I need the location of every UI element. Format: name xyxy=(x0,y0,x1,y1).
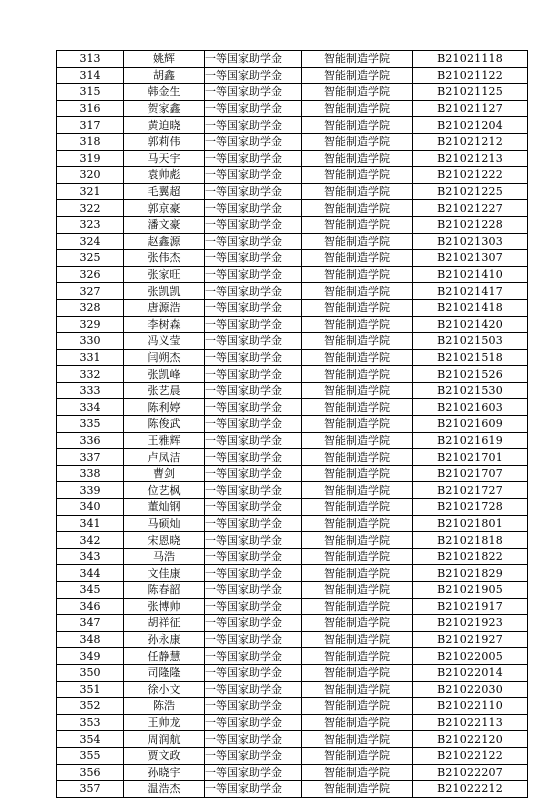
table-row xyxy=(57,781,528,798)
college-cell: 智能制造学院 xyxy=(302,133,413,150)
table-row xyxy=(57,664,528,681)
college-cell: 智能制造学院 xyxy=(302,84,413,101)
student-id-cell: B21022212 xyxy=(413,781,528,798)
college-cell: 智能制造学院 xyxy=(302,100,413,117)
row-number-cell: 332 xyxy=(57,366,124,383)
table-row xyxy=(57,731,528,748)
student-name-cell: 潘文豪 xyxy=(124,216,205,233)
row-number-cell: 320 xyxy=(57,167,124,184)
student-id-cell: B21022120 xyxy=(413,731,528,748)
college-cell: 智能制造学院 xyxy=(302,266,413,283)
student-name-cell: 唐源浩 xyxy=(124,299,205,316)
award-type-cell: 一等国家助学金 xyxy=(205,698,302,715)
award-type-cell: 一等国家助学金 xyxy=(205,432,302,449)
student-name-cell: 任静慧 xyxy=(124,648,205,665)
student-id-cell: B21021801 xyxy=(413,515,528,532)
student-id-cell: B21021917 xyxy=(413,598,528,615)
award-type-cell: 一等国家助学金 xyxy=(205,200,302,217)
student-name-cell: 陈浩 xyxy=(124,698,205,715)
college-cell: 智能制造学院 xyxy=(302,283,413,300)
row-number-cell: 357 xyxy=(57,781,124,798)
row-number-cell: 324 xyxy=(57,233,124,250)
college-cell: 智能制造学院 xyxy=(302,67,413,84)
student-name-cell: 韩金生 xyxy=(124,84,205,101)
college-cell: 智能制造学院 xyxy=(302,333,413,350)
student-name-cell: 郭莉伟 xyxy=(124,133,205,150)
student-id-cell: B21021228 xyxy=(413,216,528,233)
student-name-cell: 王雅辉 xyxy=(124,432,205,449)
table-row xyxy=(57,631,528,648)
award-type-cell: 一等国家助学金 xyxy=(205,183,302,200)
college-cell: 智能制造学院 xyxy=(302,747,413,764)
student-name-cell: 张博帅 xyxy=(124,598,205,615)
table-row xyxy=(57,714,528,731)
award-type-cell: 一等国家助学金 xyxy=(205,399,302,416)
table-row xyxy=(57,349,528,366)
student-name-cell: 张艺晨 xyxy=(124,382,205,399)
student-name-cell: 孙永康 xyxy=(124,631,205,648)
row-number-cell: 352 xyxy=(57,698,124,715)
table-row xyxy=(57,465,528,482)
row-number-cell: 328 xyxy=(57,299,124,316)
row-number-cell: 339 xyxy=(57,482,124,499)
student-name-cell: 赵鑫源 xyxy=(124,233,205,250)
college-cell: 智能制造学院 xyxy=(302,648,413,665)
college-cell: 智能制造学院 xyxy=(302,150,413,167)
row-number-cell: 354 xyxy=(57,731,124,748)
student-id-cell: B21021303 xyxy=(413,233,528,250)
row-number-cell: 318 xyxy=(57,133,124,150)
award-type-cell: 一等国家助学金 xyxy=(205,615,302,632)
college-cell: 智能制造学院 xyxy=(302,416,413,433)
college-cell: 智能制造学院 xyxy=(302,183,413,200)
student-name-cell: 卢凤洁 xyxy=(124,449,205,466)
student-id-cell: B21022030 xyxy=(413,681,528,698)
student-name-cell: 王帅龙 xyxy=(124,714,205,731)
student-id-cell: B21021707 xyxy=(413,465,528,482)
student-id-cell: B21021418 xyxy=(413,299,528,316)
student-id-cell: B21021118 xyxy=(413,51,528,68)
student-name-cell: 文佳康 xyxy=(124,565,205,582)
award-type-cell: 一等国家助学金 xyxy=(205,515,302,532)
student-id-cell: B21021727 xyxy=(413,482,528,499)
student-name-cell: 董灿钢 xyxy=(124,499,205,516)
award-type-cell: 一等国家助学金 xyxy=(205,100,302,117)
college-cell: 智能制造学院 xyxy=(302,714,413,731)
award-type-cell: 一等国家助学金 xyxy=(205,747,302,764)
student-id-cell: B21021227 xyxy=(413,200,528,217)
award-type-cell: 一等国家助学金 xyxy=(205,548,302,565)
student-name-cell: 毛翼超 xyxy=(124,183,205,200)
table-row xyxy=(57,67,528,84)
table-row xyxy=(57,399,528,416)
row-number-cell: 349 xyxy=(57,648,124,665)
student-id-cell: B21021212 xyxy=(413,133,528,150)
table-row xyxy=(57,449,528,466)
award-type-cell: 一等国家助学金 xyxy=(205,150,302,167)
college-cell: 智能制造学院 xyxy=(302,565,413,582)
college-cell: 智能制造学院 xyxy=(302,382,413,399)
college-cell: 智能制造学院 xyxy=(302,399,413,416)
award-type-cell: 一等国家助学金 xyxy=(205,731,302,748)
student-name-cell: 张凯峰 xyxy=(124,366,205,383)
student-name-cell: 张凯凯 xyxy=(124,283,205,300)
college-cell: 智能制造学院 xyxy=(302,764,413,781)
row-number-cell: 325 xyxy=(57,250,124,267)
student-name-cell: 冯义莹 xyxy=(124,333,205,350)
row-number-cell: 317 xyxy=(57,117,124,134)
award-type-cell: 一等国家助学金 xyxy=(205,681,302,698)
college-cell: 智能制造学院 xyxy=(302,681,413,698)
table-row xyxy=(57,698,528,715)
student-name-cell: 陈春韶 xyxy=(124,582,205,599)
row-number-cell: 327 xyxy=(57,283,124,300)
row-number-cell: 313 xyxy=(57,51,124,68)
row-number-cell: 353 xyxy=(57,714,124,731)
table-row xyxy=(57,283,528,300)
table-row xyxy=(57,117,528,134)
student-name-cell: 周润航 xyxy=(124,731,205,748)
award-type-cell: 一等国家助学金 xyxy=(205,465,302,482)
table-row xyxy=(57,548,528,565)
college-cell: 智能制造学院 xyxy=(302,349,413,366)
student-name-cell: 徐小文 xyxy=(124,681,205,698)
college-cell: 智能制造学院 xyxy=(302,548,413,565)
student-id-cell: B21021609 xyxy=(413,416,528,433)
table-row xyxy=(57,681,528,698)
row-number-cell: 346 xyxy=(57,598,124,615)
award-type-cell: 一等国家助学金 xyxy=(205,266,302,283)
student-id-cell: B21021518 xyxy=(413,349,528,366)
award-type-cell: 一等国家助学金 xyxy=(205,598,302,615)
table-row xyxy=(57,366,528,383)
student-name-cell: 马硕灿 xyxy=(124,515,205,532)
table-row xyxy=(57,216,528,233)
student-name-cell: 郭京豪 xyxy=(124,200,205,217)
college-cell: 智能制造学院 xyxy=(302,117,413,134)
row-number-cell: 334 xyxy=(57,399,124,416)
student-name-cell: 温浩杰 xyxy=(124,781,205,798)
college-cell: 智能制造学院 xyxy=(302,598,413,615)
student-name-cell: 胡鑫 xyxy=(124,67,205,84)
college-cell: 智能制造学院 xyxy=(302,316,413,333)
award-type-cell: 一等国家助学金 xyxy=(205,133,302,150)
student-id-cell: B21021225 xyxy=(413,183,528,200)
student-name-cell: 贾文政 xyxy=(124,747,205,764)
college-cell: 智能制造学院 xyxy=(302,631,413,648)
student-id-cell: B21021923 xyxy=(413,615,528,632)
roster-body xyxy=(57,51,528,798)
row-number-cell: 351 xyxy=(57,681,124,698)
student-id-cell: B21021222 xyxy=(413,167,528,184)
row-number-cell: 319 xyxy=(57,150,124,167)
table-row xyxy=(57,565,528,582)
row-number-cell: 338 xyxy=(57,465,124,482)
student-name-cell: 宋恩晓 xyxy=(124,532,205,549)
table-row xyxy=(57,515,528,532)
college-cell: 智能制造学院 xyxy=(302,615,413,632)
student-id-cell: B21022014 xyxy=(413,664,528,681)
student-name-cell: 曹剑 xyxy=(124,465,205,482)
college-cell: 智能制造学院 xyxy=(302,200,413,217)
row-number-cell: 336 xyxy=(57,432,124,449)
student-id-cell: B21021503 xyxy=(413,333,528,350)
student-id-cell: B21021905 xyxy=(413,582,528,599)
student-id-cell: B21021127 xyxy=(413,100,528,117)
table-row xyxy=(57,764,528,781)
award-type-cell: 一等国家助学金 xyxy=(205,764,302,781)
row-number-cell: 337 xyxy=(57,449,124,466)
award-type-cell: 一等国家助学金 xyxy=(205,482,302,499)
row-number-cell: 321 xyxy=(57,183,124,200)
award-type-cell: 一等国家助学金 xyxy=(205,714,302,731)
row-number-cell: 350 xyxy=(57,664,124,681)
student-id-cell: B21021204 xyxy=(413,117,528,134)
table-row xyxy=(57,615,528,632)
table-row xyxy=(57,133,528,150)
student-name-cell: 孙晓宇 xyxy=(124,764,205,781)
row-number-cell: 345 xyxy=(57,582,124,599)
row-number-cell: 333 xyxy=(57,382,124,399)
award-type-cell: 一等国家助学金 xyxy=(205,382,302,399)
award-type-cell: 一等国家助学金 xyxy=(205,416,302,433)
student-name-cell: 李树森 xyxy=(124,316,205,333)
row-number-cell: 342 xyxy=(57,532,124,549)
table-row xyxy=(57,167,528,184)
college-cell: 智能制造学院 xyxy=(302,532,413,549)
student-name-cell: 马浩 xyxy=(124,548,205,565)
student-id-cell: B21021125 xyxy=(413,84,528,101)
award-type-cell: 一等国家助学金 xyxy=(205,233,302,250)
row-number-cell: 347 xyxy=(57,615,124,632)
college-cell: 智能制造学院 xyxy=(302,582,413,599)
award-type-cell: 一等国家助学金 xyxy=(205,631,302,648)
student-id-cell: B21021420 xyxy=(413,316,528,333)
table-row xyxy=(57,183,528,200)
row-number-cell: 316 xyxy=(57,100,124,117)
table-row xyxy=(57,747,528,764)
college-cell: 智能制造学院 xyxy=(302,167,413,184)
table-row xyxy=(57,482,528,499)
row-number-cell: 322 xyxy=(57,200,124,217)
college-cell: 智能制造学院 xyxy=(302,698,413,715)
student-id-cell: B21021307 xyxy=(413,250,528,267)
student-name-cell: 位艺枫 xyxy=(124,482,205,499)
college-cell: 智能制造学院 xyxy=(302,233,413,250)
table-row xyxy=(57,51,528,68)
award-type-cell: 一等国家助学金 xyxy=(205,449,302,466)
student-id-cell: B21022005 xyxy=(413,648,528,665)
student-id-cell: B21022207 xyxy=(413,764,528,781)
student-id-cell: B21021213 xyxy=(413,150,528,167)
student-id-cell: B21021701 xyxy=(413,449,528,466)
college-cell: 智能制造学院 xyxy=(302,499,413,516)
row-number-cell: 335 xyxy=(57,416,124,433)
student-name-cell: 贺家鑫 xyxy=(124,100,205,117)
table-row xyxy=(57,582,528,599)
row-number-cell: 355 xyxy=(57,747,124,764)
student-name-cell: 胡祥征 xyxy=(124,615,205,632)
award-type-cell: 一等国家助学金 xyxy=(205,349,302,366)
row-number-cell: 340 xyxy=(57,499,124,516)
row-number-cell: 348 xyxy=(57,631,124,648)
student-id-cell: B21021530 xyxy=(413,382,528,399)
student-id-cell: B21021927 xyxy=(413,631,528,648)
student-id-cell: B21021417 xyxy=(413,283,528,300)
student-id-cell: B21022110 xyxy=(413,698,528,715)
college-cell: 智能制造学院 xyxy=(302,299,413,316)
row-number-cell: 314 xyxy=(57,67,124,84)
college-cell: 智能制造学院 xyxy=(302,432,413,449)
college-cell: 智能制造学院 xyxy=(302,216,413,233)
table-row xyxy=(57,84,528,101)
table-row xyxy=(57,598,528,615)
award-type-cell: 一等国家助学金 xyxy=(205,532,302,549)
table-row xyxy=(57,316,528,333)
award-type-cell: 一等国家助学金 xyxy=(205,84,302,101)
college-cell: 智能制造学院 xyxy=(302,449,413,466)
student-name-cell: 黄迫晓 xyxy=(124,117,205,134)
row-number-cell: 356 xyxy=(57,764,124,781)
college-cell: 智能制造学院 xyxy=(302,366,413,383)
table-row xyxy=(57,233,528,250)
award-type-cell: 一等国家助学金 xyxy=(205,781,302,798)
roster-sheet xyxy=(56,50,528,798)
award-type-cell: 一等国家助学金 xyxy=(205,499,302,516)
college-cell: 智能制造学院 xyxy=(302,482,413,499)
row-number-cell: 344 xyxy=(57,565,124,582)
table-row xyxy=(57,299,528,316)
award-type-cell: 一等国家助学金 xyxy=(205,51,302,68)
student-name-cell: 张家旺 xyxy=(124,266,205,283)
table-row xyxy=(57,532,528,549)
table-row xyxy=(57,648,528,665)
row-number-cell: 331 xyxy=(57,349,124,366)
student-name-cell: 张伟杰 xyxy=(124,250,205,267)
student-id-cell: B21021818 xyxy=(413,532,528,549)
row-number-cell: 315 xyxy=(57,84,124,101)
college-cell: 智能制造学院 xyxy=(302,250,413,267)
award-type-cell: 一等国家助学金 xyxy=(205,582,302,599)
student-id-cell: B21022113 xyxy=(413,714,528,731)
student-name-cell: 马天宇 xyxy=(124,150,205,167)
college-cell: 智能制造学院 xyxy=(302,465,413,482)
award-type-cell: 一等国家助学金 xyxy=(205,67,302,84)
row-number-cell: 326 xyxy=(57,266,124,283)
table-row xyxy=(57,499,528,516)
college-cell: 智能制造学院 xyxy=(302,664,413,681)
award-type-cell: 一等国家助学金 xyxy=(205,117,302,134)
student-name-cell: 袁帅彪 xyxy=(124,167,205,184)
student-id-cell: B21021603 xyxy=(413,399,528,416)
award-type-cell: 一等国家助学金 xyxy=(205,299,302,316)
row-number-cell: 323 xyxy=(57,216,124,233)
row-number-cell: 329 xyxy=(57,316,124,333)
grant-roster-table xyxy=(56,50,528,798)
row-number-cell: 343 xyxy=(57,548,124,565)
student-id-cell: B21022122 xyxy=(413,747,528,764)
award-type-cell: 一等国家助学金 xyxy=(205,565,302,582)
table-row xyxy=(57,200,528,217)
award-type-cell: 一等国家助学金 xyxy=(205,316,302,333)
student-id-cell: B21021829 xyxy=(413,565,528,582)
award-type-cell: 一等国家助学金 xyxy=(205,333,302,350)
table-row xyxy=(57,100,528,117)
table-row xyxy=(57,382,528,399)
award-type-cell: 一等国家助学金 xyxy=(205,167,302,184)
award-type-cell: 一等国家助学金 xyxy=(205,366,302,383)
student-name-cell: 闫朔杰 xyxy=(124,349,205,366)
award-type-cell: 一等国家助学金 xyxy=(205,648,302,665)
table-row xyxy=(57,266,528,283)
college-cell: 智能制造学院 xyxy=(302,781,413,798)
student-id-cell: B21021822 xyxy=(413,548,528,565)
row-number-cell: 341 xyxy=(57,515,124,532)
table-row xyxy=(57,250,528,267)
student-name-cell: 陈俊武 xyxy=(124,416,205,433)
row-number-cell: 330 xyxy=(57,333,124,350)
award-type-cell: 一等国家助学金 xyxy=(205,216,302,233)
student-name-cell: 陈利婷 xyxy=(124,399,205,416)
college-cell: 智能制造学院 xyxy=(302,515,413,532)
table-row xyxy=(57,432,528,449)
award-type-cell: 一等国家助学金 xyxy=(205,283,302,300)
student-id-cell: B21021410 xyxy=(413,266,528,283)
student-id-cell: B21021619 xyxy=(413,432,528,449)
student-id-cell: B21021728 xyxy=(413,499,528,516)
college-cell: 智能制造学院 xyxy=(302,51,413,68)
award-type-cell: 一等国家助学金 xyxy=(205,664,302,681)
student-name-cell: 司隆隆 xyxy=(124,664,205,681)
student-id-cell: B21021122 xyxy=(413,67,528,84)
college-cell: 智能制造学院 xyxy=(302,731,413,748)
student-name-cell: 姚辉 xyxy=(124,51,205,68)
table-row xyxy=(57,333,528,350)
table-row xyxy=(57,150,528,167)
table-row xyxy=(57,416,528,433)
student-id-cell: B21021526 xyxy=(413,366,528,383)
award-type-cell: 一等国家助学金 xyxy=(205,250,302,267)
